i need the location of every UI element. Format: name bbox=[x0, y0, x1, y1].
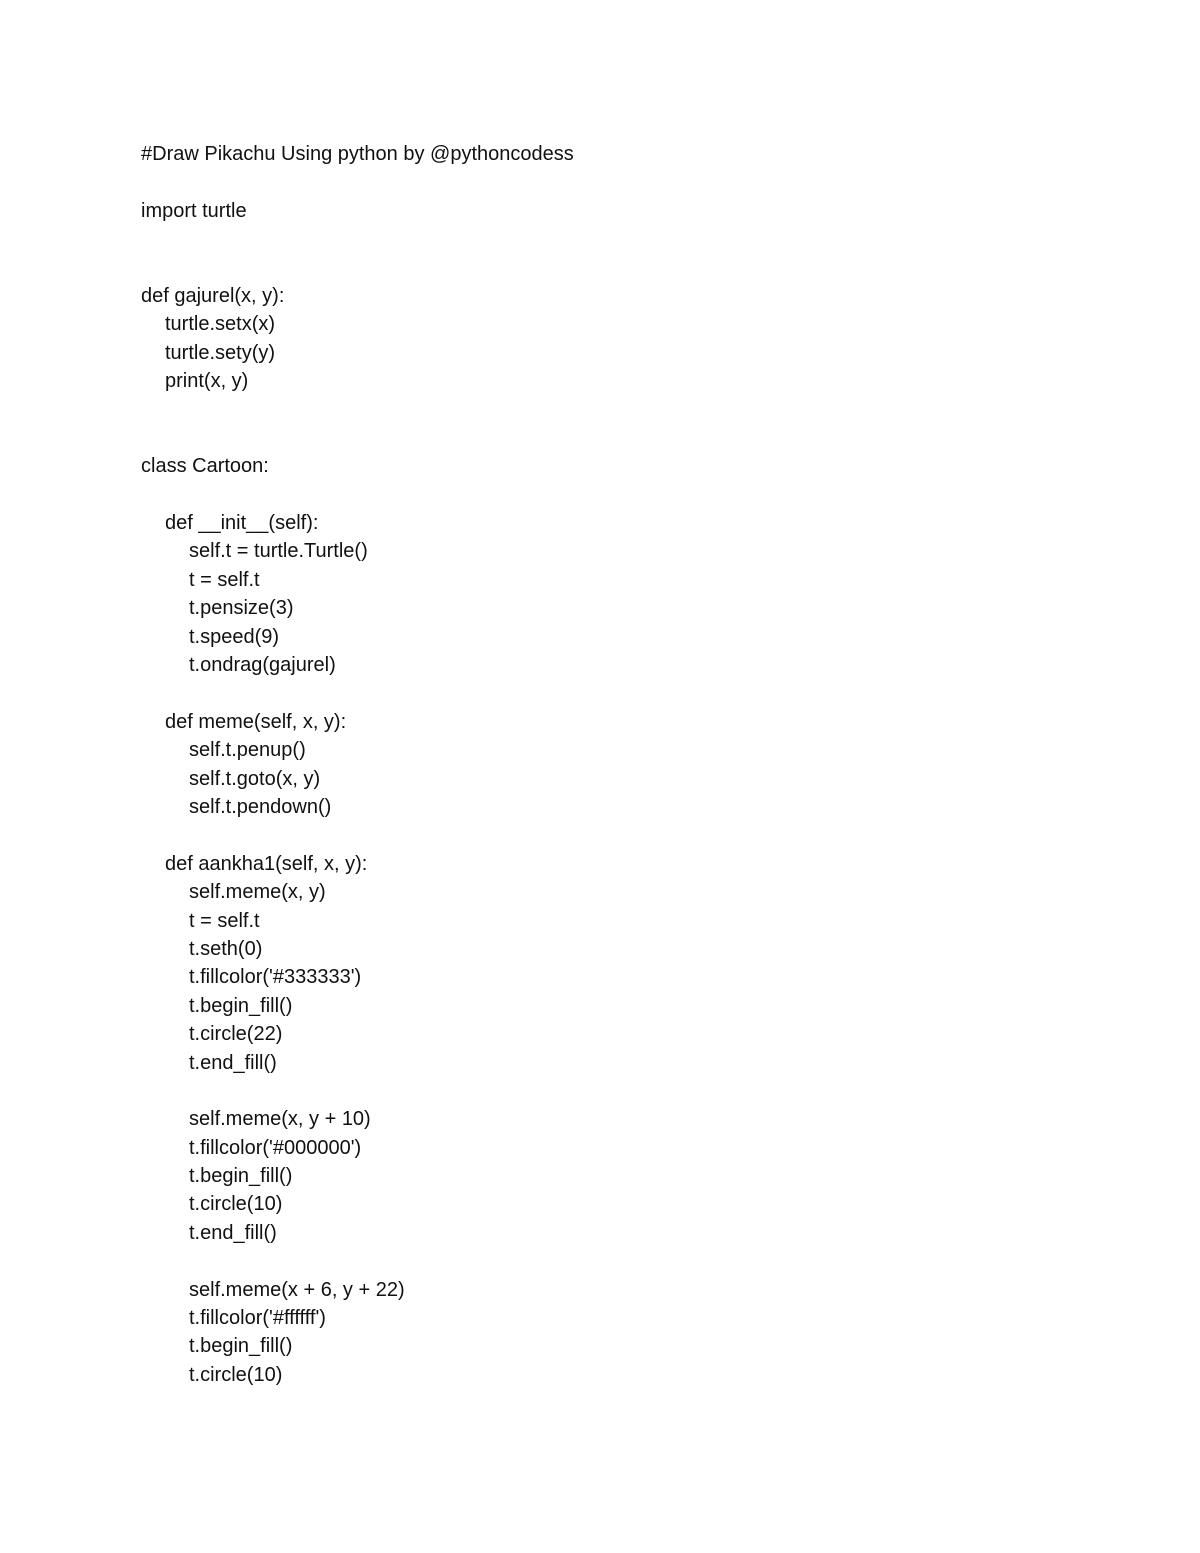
code-line: t.ondrag(gajurel) bbox=[189, 654, 336, 677]
code-line: def aankha1(self, x, y): bbox=[165, 852, 368, 875]
blank-line bbox=[141, 679, 574, 707]
blank-line bbox=[141, 168, 574, 196]
code-line: self.meme(x, y + 10) bbox=[189, 1108, 371, 1131]
code-line: self.meme(x + 6, y + 22) bbox=[189, 1278, 405, 1301]
blank-line bbox=[141, 424, 574, 452]
blank-line bbox=[141, 481, 574, 509]
code-line: t.begin_fill() bbox=[189, 1165, 293, 1188]
code-line: t.circle(22) bbox=[189, 1023, 283, 1046]
code-line: def meme(self, x, y): bbox=[165, 710, 347, 733]
code-line: t.fillcolor('#333333') bbox=[189, 966, 362, 989]
code-line: import turtle bbox=[141, 199, 247, 222]
blank-line bbox=[141, 1247, 574, 1275]
code-line: t = self.t bbox=[189, 909, 260, 932]
code-line: self.t.pendown() bbox=[189, 795, 332, 818]
code-line: def gajurel(x, y): bbox=[141, 284, 285, 307]
code-line: t.seth(0) bbox=[189, 937, 263, 960]
blank-line bbox=[141, 396, 574, 424]
code-line: t.circle(10) bbox=[189, 1363, 283, 1386]
code-line: t.begin_fill() bbox=[189, 994, 293, 1017]
code-line: t.fillcolor('#ffffff') bbox=[189, 1307, 326, 1330]
blank-line bbox=[141, 225, 574, 253]
code-line: t.speed(9) bbox=[189, 625, 280, 648]
code-line: self.meme(x, y) bbox=[189, 881, 326, 904]
code-line: t.circle(10) bbox=[189, 1193, 283, 1216]
code-line: t.end_fill() bbox=[189, 1051, 277, 1074]
code-line: t.end_fill() bbox=[189, 1221, 277, 1244]
code-line: self.t.goto(x, y) bbox=[189, 767, 321, 790]
code-line: self.t = turtle.Turtle() bbox=[189, 540, 368, 563]
code-listing bbox=[141, 140, 574, 1389]
code-line: class Cartoon: bbox=[141, 455, 269, 478]
code-line: t.fillcolor('#000000') bbox=[189, 1136, 362, 1159]
blank-line bbox=[141, 1077, 574, 1105]
blank-line bbox=[141, 821, 574, 849]
code-line: self.t.penup() bbox=[189, 739, 306, 762]
blank-line bbox=[141, 254, 574, 282]
code-line: t = self.t bbox=[189, 568, 260, 591]
code-line: def __init__(self): bbox=[165, 512, 319, 535]
code-line: turtle.setx(x) bbox=[165, 313, 276, 336]
code-line: #Draw Pikachu Using python by @pythoncodess bbox=[141, 143, 574, 165]
code-line: turtle.sety(y) bbox=[165, 341, 276, 364]
code-line: t.begin_fill() bbox=[189, 1335, 293, 1358]
code-line: t.pensize(3) bbox=[189, 597, 294, 620]
code-line: print(x, y) bbox=[165, 370, 249, 393]
